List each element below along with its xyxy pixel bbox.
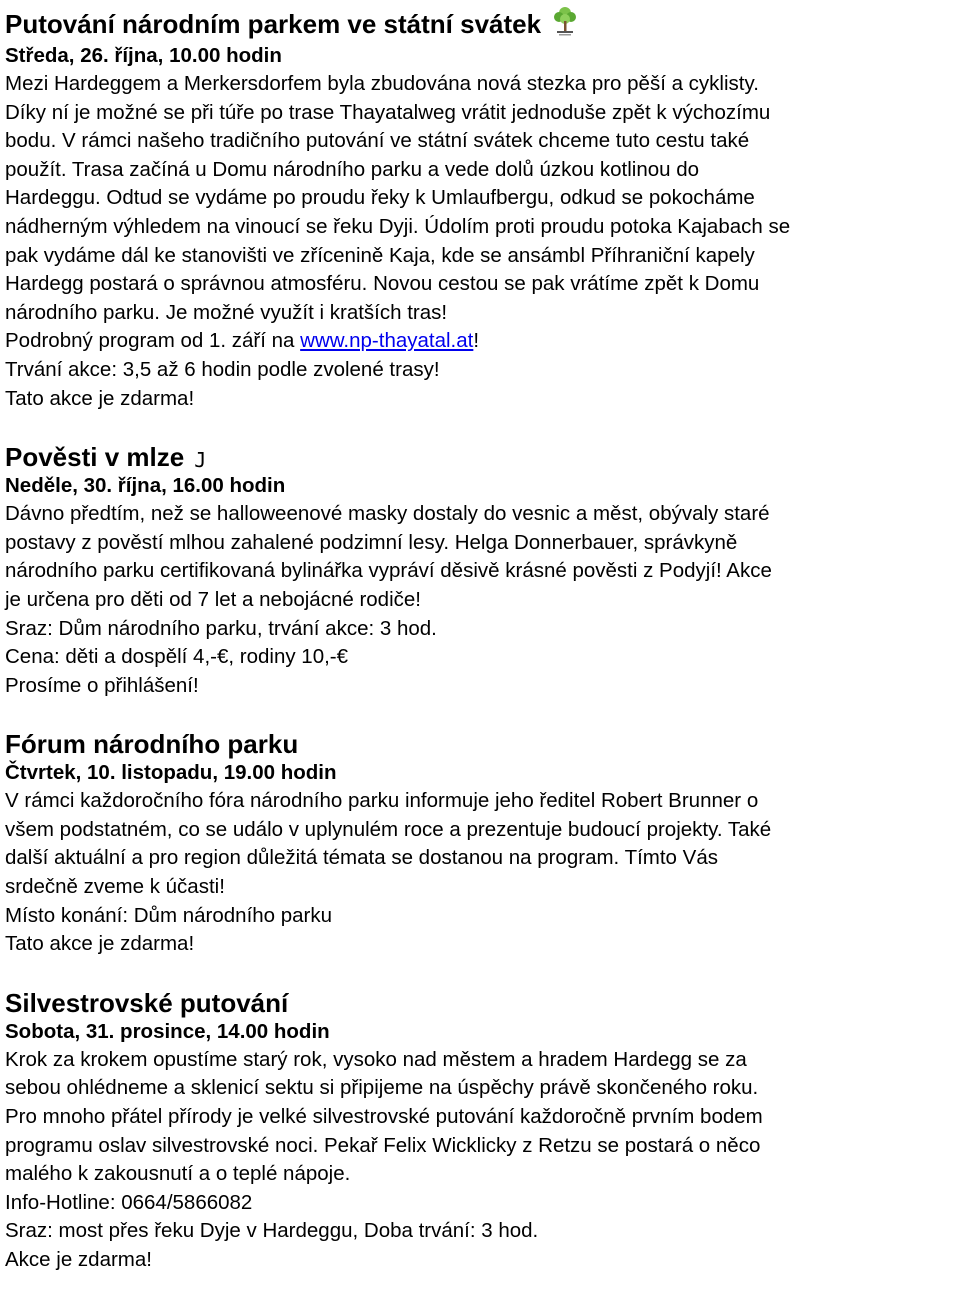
event-date: Sobota, 31. prosince, 14.00 hodin — [5, 1019, 330, 1043]
event-title-text: Pověsti v mlze — [5, 442, 185, 473]
event-title — [5, 442, 955, 472]
description-line: pak vydáme dál ke stanovišti ve zřícenině Kaja, kde se ansámbl Příhraniční kapely — [5, 243, 755, 267]
venue-line: Místo konání: Dům národního parku — [5, 903, 333, 927]
price-line: Cena: děti a dospělí 4,-€, rodiny 10,-€ — [5, 645, 349, 669]
free-entry-line: Akce je zdarma! — [5, 1248, 152, 1271]
description-line: Pro mnoho přátel přírody je velké silvestrovské putování každoročně prvním bodem — [5, 1105, 763, 1129]
event-date: Neděle, 30. října, 16.00 hodin — [5, 474, 286, 498]
event-date: Čtvrtek, 10. listopadu, 19.00 hodin — [5, 761, 337, 785]
description-line: národního parku. Je možné využít i kratších tras! — [5, 300, 448, 324]
description-line: programu oslav silvestrovské noci. Pekař Felix Wicklicky z Retzu se postará o něco — [5, 1133, 761, 1157]
registration-line: Prosíme o přihlášení! — [5, 673, 199, 697]
description-line: všem podstatném, co se událo v uplynulém roce a prezentuje budoucí projekty. Také — [5, 817, 772, 841]
event-putovani-statni-svatek — [5, 6, 955, 413]
program-prefix: Podrobný program od 1. září na — [5, 329, 301, 353]
description-line: národního parku certifikovaná bylinářka vypráví děsivě krásné pověsti z Podyjí! Akce — [5, 559, 772, 583]
meeting-point-line: Sraz: Dům národního parku, trvání akce: 3 hod. — [5, 616, 437, 640]
event-title-text: Silvestrovské putování — [5, 987, 289, 1018]
description-line: V rámci každoročního fóra národního parku informuje jeho ředitel Robert Brunner o — [5, 789, 759, 813]
event-title — [5, 6, 955, 42]
free-entry-line: Tato akce je zdarma! — [5, 932, 195, 956]
event-forum-narodniho-parku — [5, 729, 955, 959]
description-line: Hardegg postará o správnou atmosféru. Novou cestou se pak vrátíme zpět k Domu — [5, 272, 760, 296]
description-line: další aktuální a pro region důležitá témata se dostanou na program. Tímto Vás — [5, 846, 718, 870]
event-title — [5, 988, 955, 1018]
description-line: Mezi Hardeggem a Merkersdorfem byla zbudována nová stezka pro pěší a cyklisty. — [5, 72, 759, 95]
tree-icon — [553, 6, 577, 42]
description-line: bodu. V rámci našeho tradičního putování ve státní svátek chceme tuto cestu také — [5, 129, 750, 153]
meeting-point-line: Sraz: most přes řeku Dyje v Hardeggu, Doba trvání: 3 hod. — [5, 1219, 539, 1243]
description-line: Dávno předtím, než se halloweenové masky dostaly do vesnic a měst, obývaly staré — [5, 502, 770, 526]
description-line: srdečně zveme k účasti! — [5, 875, 225, 899]
description-line: malého k zakousnutí a o teplé nápoje. — [5, 1162, 351, 1186]
event-title — [5, 729, 955, 759]
hotline-line: Info-Hotline: 0664/5866082 — [5, 1190, 253, 1214]
event-silvestrovske-putovani — [5, 988, 955, 1275]
description-line: použít. Trasa začíná u Domu národního parku a vede dolů úzkou kotlinou do — [5, 157, 700, 181]
event-povesti-v-mlze — [5, 442, 955, 700]
np-thayatal-link[interactable]: www.np-thayatal.at — [300, 329, 474, 353]
description-line: Hardeggu. Odtud se vydáme po proudu řeky k Umlaufbergu, odkud se pokocháme — [5, 186, 755, 210]
description-line: nádherným výhledem na vinoucí se řeku Dyji. Údolím proti proudu potoka Kajabach se — [5, 214, 791, 238]
description-line: sebou ohlédneme a sklenicí sektu si připijeme na úspěchy právě skončeného roku. — [5, 1076, 759, 1100]
event-title-text: Putování národním parkem ve státní svátek — [5, 9, 542, 39]
description-line: Díky ní je možné se při túře po trase Thayatalweg vrátit jednoduše zpět k výchozímu — [5, 100, 771, 124]
free-entry-line: Tato akce je zdarma! — [5, 386, 195, 410]
smiley-symbol: J — [194, 448, 207, 473]
description-line: postavy z pověstí mlhou zahalené podzimní lesy. Helga Donnerbauer, správkyně — [5, 530, 738, 554]
description-line: Krok za krokem opustíme starý rok, vysoko nad městem a hradem Hardegg se za — [5, 1047, 747, 1071]
event-date: Středa, 26. října, 10.00 hodin — [5, 44, 282, 67]
event-title-text: Fórum národního parku — [5, 729, 299, 760]
description-line: je určena pro děti od 7 let a nebojácné rodiče! — [5, 587, 421, 611]
duration-line: Trvání akce: 3,5 až 6 hodin podle zvolené trasy! — [5, 357, 440, 381]
program-line — [5, 327, 955, 356]
program-suffix: ! — [473, 329, 480, 353]
